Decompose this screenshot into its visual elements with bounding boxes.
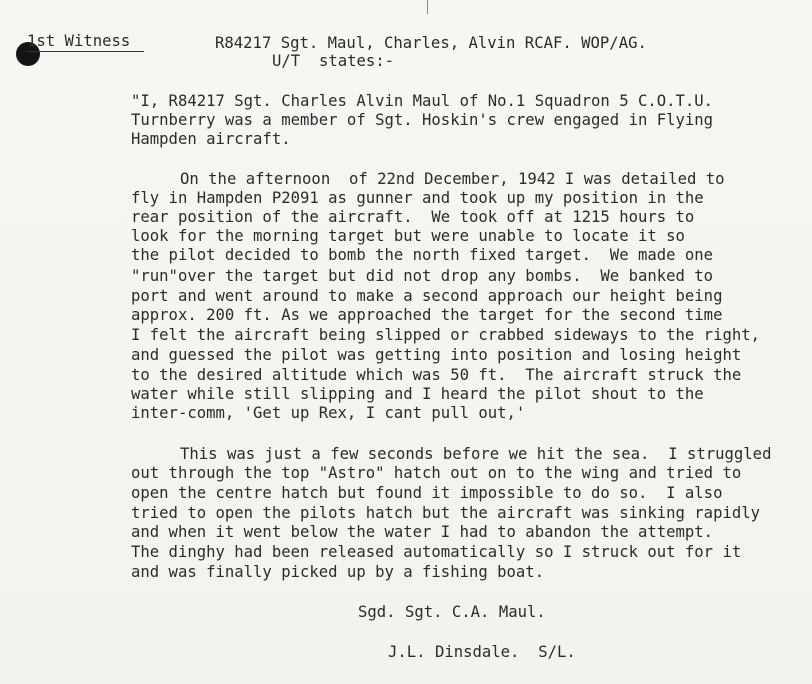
para2-line-4: tried to open the pilots hatch but the aircraft was sinking rapidly — [131, 504, 761, 522]
para1-line-2: fly in Hampden P2091 as gunner and took up my position in the — [131, 189, 704, 207]
witness-label: 1st Witness — [27, 32, 131, 50]
para2-line-5: and when it went below the water I had to abandon the attempt. — [131, 523, 714, 541]
intro-line-3: Hampden aircraft. — [131, 130, 291, 148]
para1-line-9: I felt the aircraft being slipped or crabbed sideways to the right, — [131, 326, 761, 344]
page-edge-mark — [427, 0, 428, 14]
para1-line-7: port and went around to make a second approach our height being — [131, 287, 723, 305]
para2-line-3: open the centre hatch but found it impossible to do so. I also — [131, 484, 723, 502]
officer-line: J.L. Dinsdale. S/L. — [388, 643, 576, 661]
para1-line-6: "run"over the target but did not drop any bombs. We banked to — [131, 267, 714, 285]
signed-line: Sgd. Sgt. C.A. Maul. — [358, 603, 546, 621]
para2-line-7: and was finally picked up by a fishing boat. — [131, 563, 545, 581]
para1-line-1: On the afternoon of 22nd December, 1942 I was detailed to — [180, 170, 725, 188]
intro-line-1: "I, R84217 Sgt. Charles Alvin Maul of No.1 Squadron 5 C.O.T.U. — [131, 92, 714, 110]
witness-name-line: R84217 Sgt. Maul, Charles, Alvin RCAF. WOP/AG. — [215, 34, 647, 52]
para1-line-5: the pilot decided to bomb the north fixed target. We made one — [131, 246, 714, 264]
para1-line-10: and guessed the pilot was getting into position and losing height — [131, 346, 742, 364]
para1-line-11: to the desired altitude which was 50 ft. The aircraft struck the — [131, 366, 742, 384]
para2-line-1: This was just a few seconds before we hit the sea. I struggled — [180, 445, 772, 463]
para2-line-2: out through the top "Astro" hatch out on to the wing and tried to — [131, 464, 742, 482]
states-line: U/T states:- — [272, 52, 395, 70]
para1-line-12: water while still slipping and I heard the pilot shout to the — [131, 385, 704, 403]
para1-line-4: look for the morning target but were unable to locate it so — [131, 227, 685, 245]
para1-line-13: inter-comm, 'Get up Rex, I cant pull out,' — [131, 404, 526, 422]
para2-line-6: The dinghy had been released automatically so I struck out for it — [131, 543, 742, 561]
witness-underline — [27, 51, 144, 52]
para1-line-8: approx. 200 ft. As we approached the target for the second time — [131, 306, 723, 324]
para1-line-3: rear position of the aircraft. We took off at 1215 hours to — [131, 208, 695, 226]
intro-line-2: Turnberry was a member of Sgt. Hoskin's crew engaged in Flying — [131, 111, 714, 129]
